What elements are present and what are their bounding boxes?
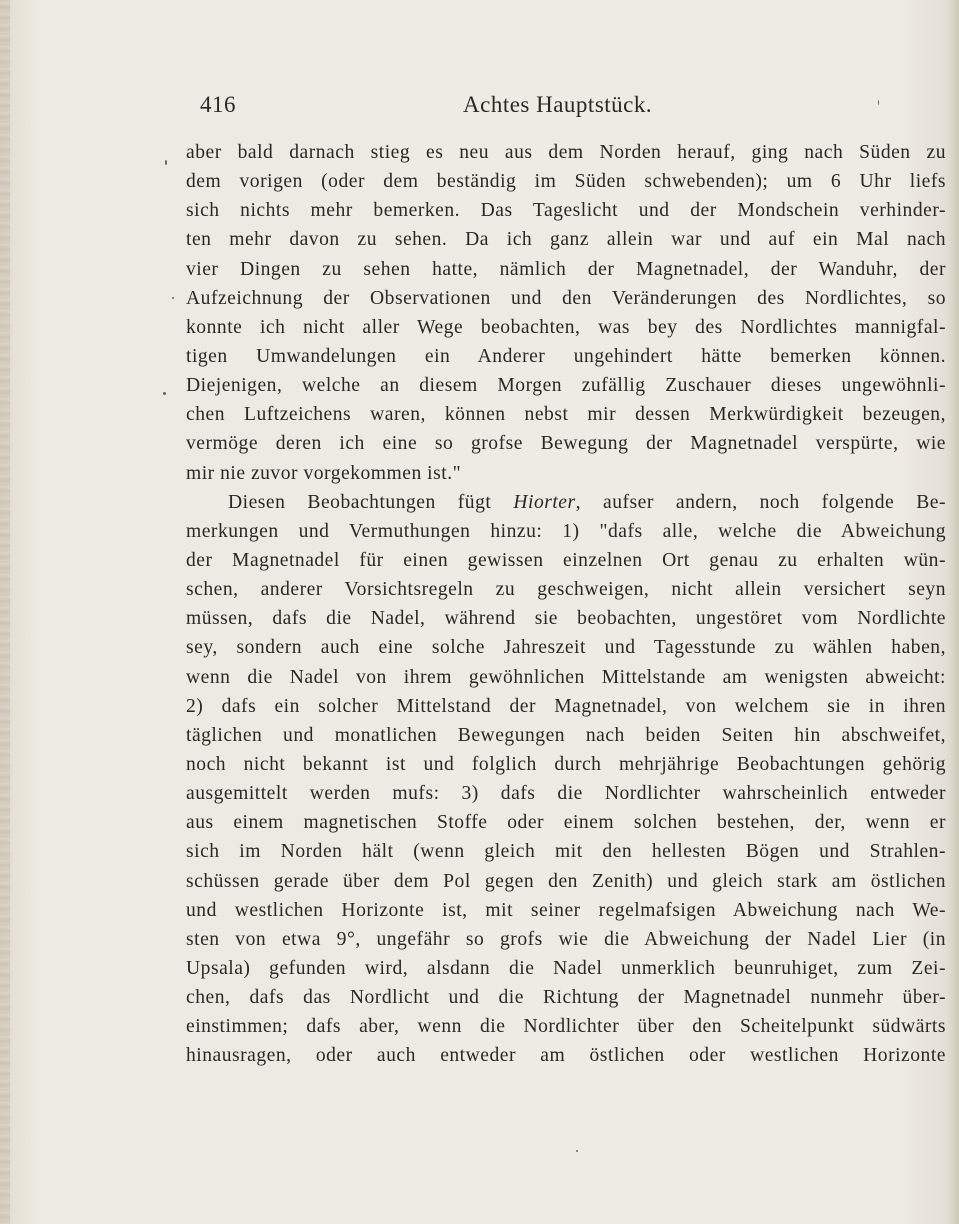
text-line: einstimmen; dafs aber, wenn die Nordlichter über den Scheitelpunkt südwärts [186,1016,946,1038]
paper-speck [165,160,167,165]
body-text [186,138,946,1071]
text-line: ausgemittelt werden mufs: 3) dafs die Nordlichter wahrscheinlich entweder [186,783,946,805]
text-line: wenn die Nadel von ihrem gewöhnlichen Mittelstande am wenigsten abweicht: [186,666,946,688]
paper-speck [172,297,174,299]
page-edge [948,0,959,1224]
page-gutter-shadow [0,0,10,1224]
person-name: Hiorter [513,491,576,513]
text-line: und westlichen Horizonte ist, mit seiner regelmafsigen Abweichung nach We- [186,899,946,921]
text-line: vier Dingen zu sehen hatte, nämlich der Magnetnadel, der Wanduhr, der [186,258,946,280]
text-line: sich im Norden hält (wenn gleich mit den hellesten Bögen und Strahlen- [186,841,946,863]
text-line: Aufzeichnung der Observationen und den Veränderungen des Nordlichtes, so [186,287,946,309]
text-line: vermöge deren ich eine so grofse Bewegung der Magnetnadel verspürte, wie [186,433,946,455]
text-line: chen Luftzeichens waren, können nebst mir dessen Merkwürdigkeit bezeugen, [186,404,946,426]
text-line: sich nichts mehr bemerken. Das Tageslicht und der Mondschein verhinder- [186,200,946,222]
line-fragment: Diesen Beobachtungen fügt [228,491,514,513]
text-line: Upsala) gefunden wird, alsdann die Nadel unmerklich beunruhiget, zum Zei- [186,957,946,979]
text-line: aber bald darnach stieg es neu aus dem Norden herauf, ging nach Süden zu [186,142,946,163]
text-line: 2) dafs ein solcher Mittelstand der Magnetnadel, von welchem sie in ihren [186,695,946,717]
page-header [200,92,670,126]
paper-speck [878,100,879,105]
text-line: merkungen und Vermuthungen hinzu: 1) "dafs alle, welche die Abweichung [186,520,946,542]
paper-speck [576,1150,578,1152]
text-line: mir nie zuvor vorgekommen ist." [186,462,462,484]
text-line: hinausragen, oder auch entweder am östlichen oder westlichen Horizonte [186,1045,946,1067]
text-line: schen, anderer Vorsichtsregeln zu geschweigen, nicht allein versichert seyn [186,579,946,601]
text-line: schüssen gerade über dem Pol gegen den Zenith) und gleich stark am östlichen [186,870,946,892]
paper-speck [163,392,166,395]
paragraph-start-line [186,488,946,517]
text-line: dem vorigen (oder dem beständig im Süden schwebenden); um 6 Uhr liefs [186,171,946,193]
text-line: ten mehr davon zu sehen. Da ich ganz allein war und auf ein Mal nach [186,229,946,251]
text-line: chen, dafs das Nordlicht und die Richtung der Magnetnadel nunmehr über- [186,987,946,1009]
line-fragment: , aufser andern, noch folgende Be- [575,491,947,513]
text-line: Diejenigen, welche an diesem Morgen zufällig Zuschauer dieses ungewöhnli- [186,375,946,397]
text-line: konnte ich nicht aller Wege beobachten, was bey des Nordlichtes mannigfal- [186,316,946,338]
text-line: aus einem magnetischen Stoffe oder einem solchen bestehen, der, wenn er [186,812,946,834]
page-number: 416 [200,92,236,117]
text-line: der Magnetnadel für einen gewissen einzelnen Ort genau zu erhalten wün- [186,549,946,571]
text-line: sey, sondern auch eine solche Jahreszeit und Tagesstunde zu wählen haben, [186,637,946,659]
text-line: sten von etwa 9°, ungefähr so grofs wie die Abweichung der Nadel Lier (in [186,928,946,950]
text-line: noch nicht bekannt ist und folglich durch mehrjährige Beobachtungen gehörig [186,753,946,775]
text-line: tigen Umwandelungen ein Anderer ungehindert hätte bemerken können. [186,345,946,367]
text-line: täglichen und monatlichen Bewegungen nach beiden Seiten hin abschweifet, [186,724,946,746]
text-line: müssen, dafs die Nadel, während sie beobachten, ungestöret vom Nordlichte [186,608,946,630]
running-head: Achtes Hauptstück. [463,92,653,117]
